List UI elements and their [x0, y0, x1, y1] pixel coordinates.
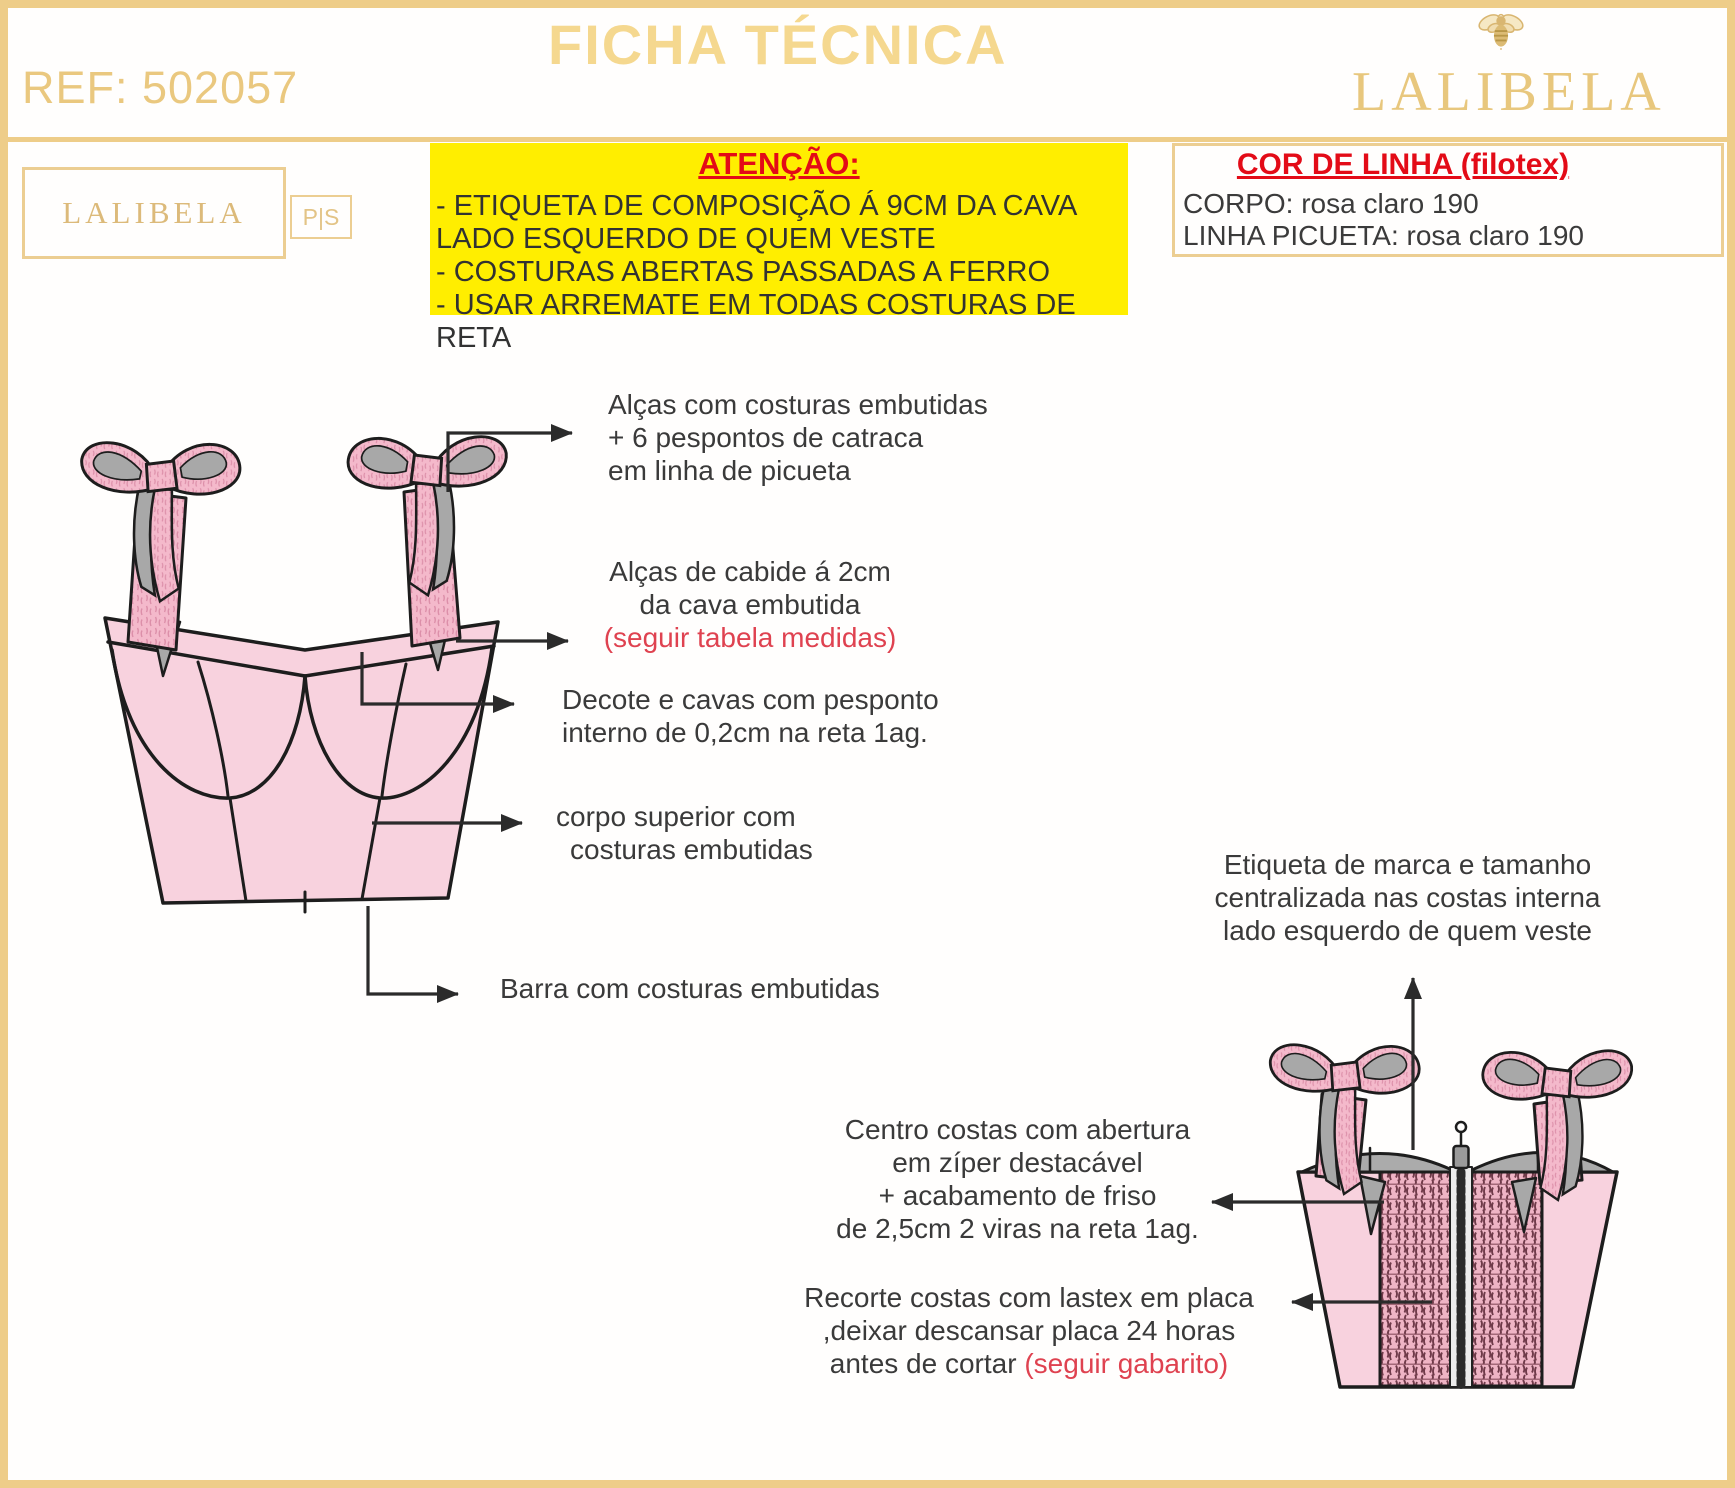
annotation-line: lado esquerdo de quem veste	[1223, 915, 1592, 946]
thread-color-line: CORPO: rosa claro 190	[1183, 188, 1479, 219]
annotation-line-prefix: antes de cortar	[829, 1348, 1025, 1379]
annotation-line: Centro costas com abertura	[844, 1114, 1191, 1145]
annotation-line: Recorte costas com lastex em placa	[804, 1282, 1254, 1313]
annotation-line: corpo superior com	[556, 801, 796, 832]
attention-box	[430, 143, 1128, 354]
header-divider	[8, 137, 1727, 142]
annotation-line: Etiqueta de marca e tamanho	[1223, 849, 1592, 880]
arrow-hem	[368, 906, 458, 994]
brand-box: LALIBELA	[22, 167, 286, 259]
annotation-line-red: (seguir tabela medidas)	[603, 622, 897, 653]
annotation-line: costuras embutidas	[570, 834, 813, 865]
annotation-line: em zíper destacável	[892, 1147, 1143, 1178]
annotation-line: Alças com costuras embutidas	[608, 389, 988, 420]
thread-color-title: COR DE LINHA (filotex)	[1236, 148, 1570, 181]
thread-color-line: LINHA PICUETA: rosa claro 190	[1183, 220, 1584, 251]
annotation-back-panel	[790, 1281, 1268, 1380]
annotation-line: em linha de picueta	[608, 455, 851, 486]
attention-line: - ETIQUETA DE COMPOSIÇÃO Á 9CM DA CAVA	[436, 190, 1078, 222]
attention-line: - COSTURAS ABERTAS PASSADAS A FERRO	[436, 256, 1050, 288]
annotation-line: interno de 0,2cm na reta 1ag.	[562, 717, 928, 748]
thread-color-box	[1172, 143, 1724, 257]
annotation-neckline	[562, 683, 939, 749]
annotation-line: + acabamento de friso	[878, 1180, 1157, 1211]
annotation-line-red: (seguir gabarito)	[1024, 1348, 1229, 1379]
annotation-back-zipper	[790, 1113, 1245, 1245]
annotation-hem	[500, 972, 880, 1005]
brand-logo: LALIBELA	[1352, 61, 1666, 123]
annotation-line	[790, 1347, 1268, 1380]
size-box: P|S	[290, 195, 352, 239]
annotation-hanger-straps	[600, 555, 900, 654]
annotation-line: centralizada nas costas interna	[1214, 882, 1601, 913]
annotation-straps	[608, 388, 988, 487]
annotation-line: Decote e cavas com pesponto	[562, 684, 939, 715]
zipper	[1450, 1122, 1472, 1387]
annotation-line: da cava embutida	[639, 589, 861, 620]
annotation-upper-body	[556, 800, 813, 866]
attention-line: LADO ESQUERDO DE QUEM VESTE	[436, 223, 936, 255]
attention-title: ATENÇÃO:	[698, 146, 860, 181]
annotation-label-tag	[1185, 848, 1630, 947]
annotation-line: Alças de cabide á 2cm	[609, 556, 891, 587]
annotation-line: + 6 pespontos de catraca	[608, 422, 924, 453]
attention-line: - USAR ARREMATE EM TODAS COSTURAS DE RETA	[436, 289, 1076, 354]
front-bows	[82, 437, 507, 602]
page-title: FICHA TÉCNICA	[548, 13, 1008, 76]
annotation-line: ,deixar descansar placa 24 horas	[822, 1315, 1236, 1346]
annotation-line: Barra com costuras embutidas	[500, 973, 880, 1004]
bee-icon	[1476, 10, 1526, 52]
annotation-line: de 2,5cm 2 viras na reta 1ag.	[836, 1213, 1199, 1244]
reference-number: REF: 502057	[22, 62, 299, 113]
